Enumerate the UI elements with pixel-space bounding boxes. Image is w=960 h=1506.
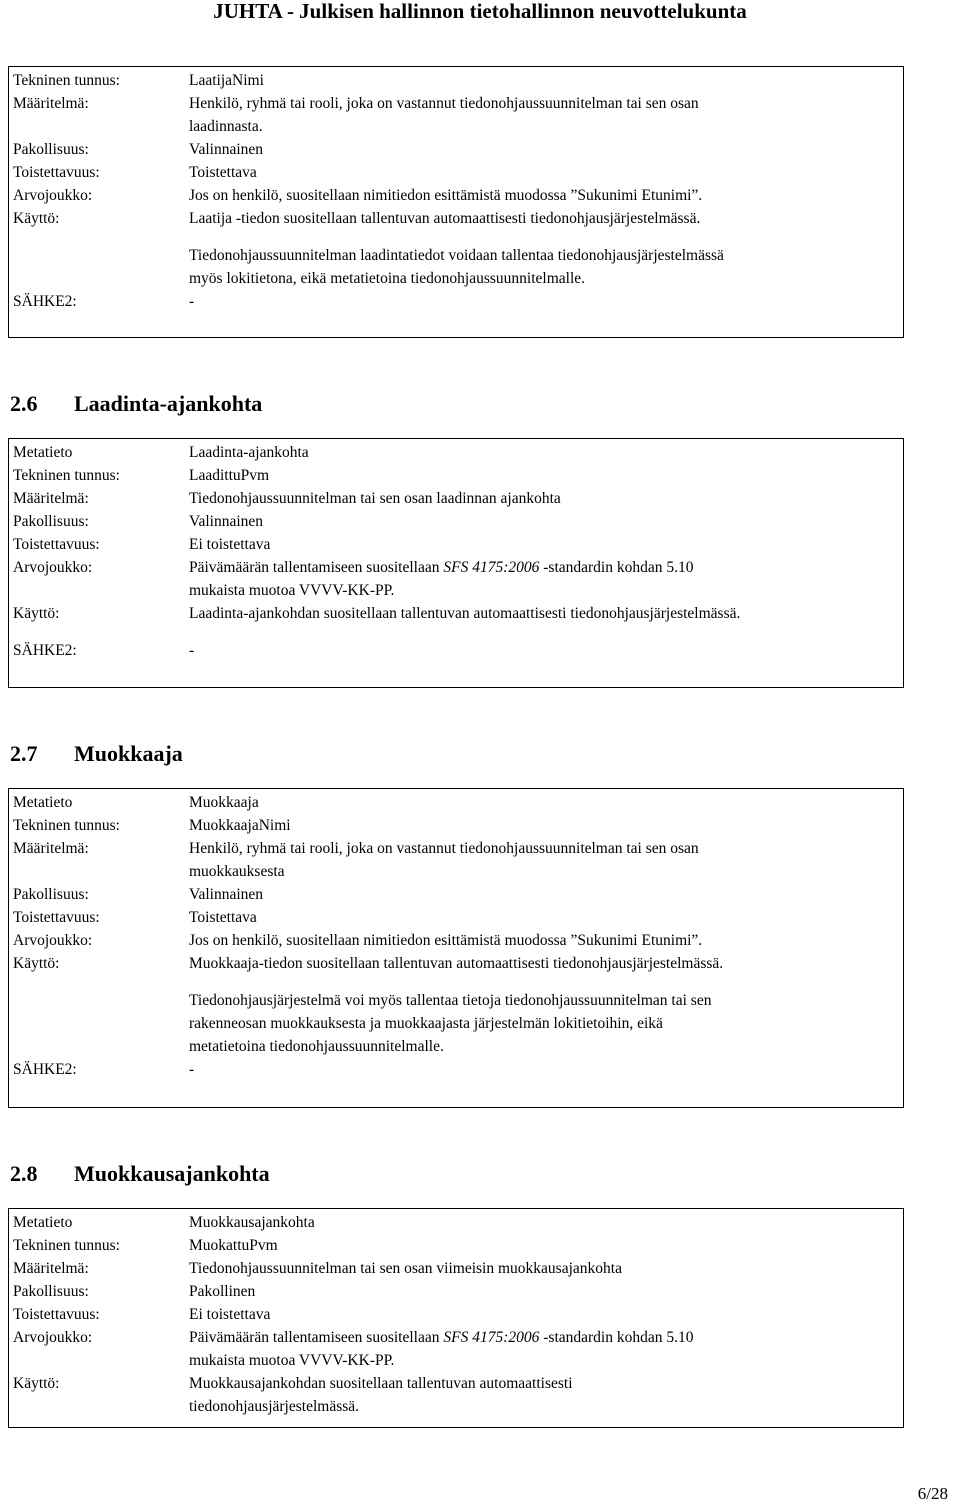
metadata-table-muokkausajankohta [8, 1208, 904, 1428]
metadata-table-laadinta-ajankohta [8, 438, 904, 688]
row-tekninen [13, 69, 899, 92]
section-heading-2-6: 2.6 Laadinta-ajankohta [10, 391, 263, 416]
label: Määritelmä: [13, 95, 89, 112]
row-tekninen: Tekninen tunnus: MuokattuPvm [13, 1237, 278, 1254]
row-metatieto: Metatieto Muokkausajankohta [13, 1214, 315, 1231]
section-heading-2-8: 2.8 Muokkausajankohta [10, 1161, 270, 1186]
metadata-table-muokkaaja [8, 788, 904, 1108]
row-maaritelma: Määritelmä: Tiedonohjaussuunnitelman tai sen osan viimeisin muokkausajankohta [13, 1260, 622, 1277]
row-kaytto: Käyttö: Muokkaaja-tiedon suositellaan tallentuvan automaattisesti tiedonohjausjärjestelmässä. Tiedonohjausjärjestelmä voi myös tallentaa tietoja tiedonohjaussuunnitelman tai sen rakenneosan muokkauksesta ja muokkaajasta järjestelmän lokitietoihin, eikä metatietoina tiedonohjaussuunnitelmalle. [13, 955, 724, 1055]
row-kaytto [13, 207, 899, 290]
value: Henkilö, ryhmä tai rooli, joka on vastannut tiedonohjaussuunnitelman tai sen osan laadinnasta. [189, 95, 699, 135]
value: Laatija -tiedon suositellaan tallentuvan automaattisesti tiedonohjausjärjestelmässä. Tiedonohjaussuunnitelman laadintatiedot voidaan tallentaa tiedonohjausjärjestelmässä myös lokitietona, eikä metatietoina tiedonohjaussuunnitelmalle. [189, 210, 724, 287]
row-pakollisuus: Pakollisuus: Valinnainen [13, 513, 264, 530]
label: Toistettavuus: [13, 164, 100, 181]
row-pakollisuus [13, 138, 899, 161]
row-metatieto: Metatieto Muokkaaja [13, 794, 259, 811]
row-tekninen: Tekninen tunnus: LaadittuPvm [13, 467, 270, 484]
row-kaytto: Käyttö: Laadinta-ajankohdan suositellaan tallentuvan automaattisesti tiedonohjausjärjestelmässä. [13, 605, 741, 622]
page-number: 6/28 [917, 1484, 948, 1503]
row-sahke: SÄHKE2: - [13, 1061, 195, 1078]
row-toistettavuus: Toistettavuus: Ei toistettava [13, 1306, 271, 1323]
label: Tekninen tunnus: [13, 72, 120, 89]
label: Arvojoukko: [13, 187, 93, 204]
metadata-table-laatija [8, 66, 904, 338]
row-sahke [13, 290, 899, 313]
row-arvojoukko: Arvojoukko: Päivämäärän tallentamiseen suositellaan SFS 4175:2006 -standardin kohdan 5.10 mukaista muotoa VVVV-KK-PP. [13, 559, 694, 599]
row-sahke: SÄHKE2: - [13, 642, 195, 659]
value: - [189, 293, 195, 310]
value: Toistettava [189, 164, 257, 181]
row-toistettavuus: Toistettavuus: Toistettava [13, 909, 257, 926]
row-toistettavuus [13, 161, 899, 184]
label: SÄHKE2: [13, 293, 77, 310]
document-header: JUHTA - Julkisen hallinnon tietohallinnon neuvottelukunta [213, 0, 747, 23]
section-heading-2-7: 2.7 Muokkaaja [10, 741, 183, 766]
value: Jos on henkilö, suositellaan nimitiedon esittämistä muodossa ”Sukunimi Etunimi”. [189, 187, 703, 204]
row-pakollisuus: Pakollisuus: Pakollinen [13, 1283, 256, 1300]
value: Valinnainen [189, 141, 264, 158]
row-tekninen: Tekninen tunnus: MuokkaajaNimi [13, 817, 291, 834]
row-arvojoukko [13, 184, 899, 207]
row-metatieto: Metatieto Laadinta-ajankohta [13, 444, 309, 461]
row-maaritelma: Määritelmä: Tiedonohjaussuunnitelman tai sen osan laadinnan ajankohta [13, 490, 561, 507]
row-toistettavuus: Toistettavuus: Ei toistettava [13, 536, 271, 553]
row-maaritelma [13, 92, 899, 138]
row-maaritelma: Määritelmä: Henkilö, ryhmä tai rooli, joka on vastannut tiedonohjaussuunnitelman tai sen osan muokkauksesta [13, 840, 699, 880]
row-arvojoukko: Arvojoukko: Jos on henkilö, suositellaan nimitiedon esittämistä muodossa ”Sukunimi Etunimi”. [13, 932, 703, 949]
value: LaatijaNimi [189, 72, 264, 89]
row-arvojoukko: Arvojoukko: Päivämäärän tallentamiseen suositellaan SFS 4175:2006 -standardin kohdan 5.10 mukaista muotoa VVVV-KK-PP. [13, 1329, 694, 1369]
label: Käyttö: [13, 210, 60, 227]
label: Pakollisuus: [13, 141, 89, 158]
row-kaytto: Käyttö: Muokkausajankohdan suositellaan tallentuvan automaattisesti tiedonohjausjärjestelmässä. [13, 1375, 573, 1415]
row-pakollisuus: Pakollisuus: Valinnainen [13, 886, 264, 903]
